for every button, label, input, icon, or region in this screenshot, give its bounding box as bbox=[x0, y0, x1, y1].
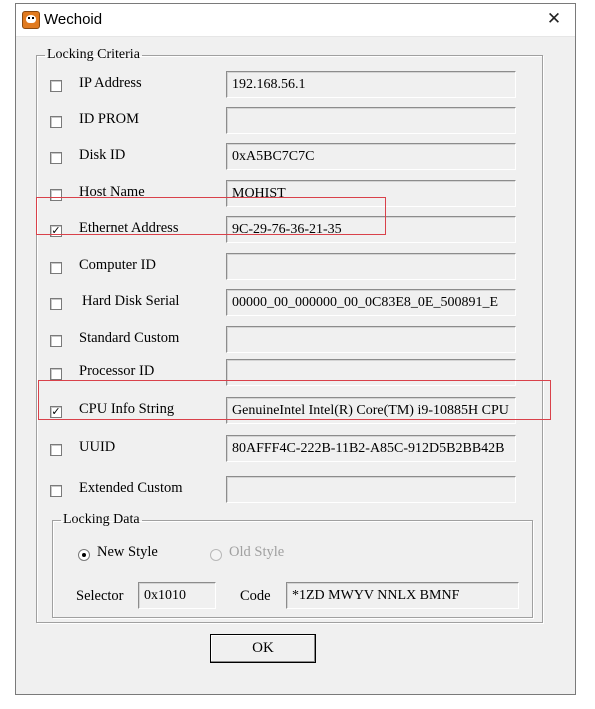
code-label: Code bbox=[240, 588, 271, 604]
new-style-label[interactable]: New Style bbox=[97, 544, 158, 560]
app-icon bbox=[22, 11, 40, 29]
disk-id-checkbox[interactable] bbox=[50, 152, 62, 164]
extended-custom-checkbox[interactable] bbox=[50, 485, 62, 497]
processor-id-label: Processor ID bbox=[79, 363, 155, 379]
ok-button[interactable]: OK bbox=[210, 634, 316, 663]
hard-disk-serial-checkbox[interactable] bbox=[50, 298, 62, 310]
close-icon[interactable]: ✕ bbox=[546, 9, 562, 29]
cpu-info-string-field[interactable]: GenuineIntel Intel(R) Core(TM) i9-10885H CPU bbox=[226, 397, 516, 424]
window-title: Wechoid bbox=[44, 11, 103, 28]
standard-custom-field[interactable] bbox=[226, 326, 516, 353]
ip-address-field[interactable]: 192.168.56.1 bbox=[226, 71, 516, 98]
computer-id-checkbox[interactable] bbox=[50, 262, 62, 274]
selector-field[interactable]: 0x1010 bbox=[138, 582, 216, 609]
extended-custom-field[interactable] bbox=[226, 476, 516, 503]
id-prom-checkbox[interactable] bbox=[50, 116, 62, 128]
standard-custom-checkbox[interactable] bbox=[50, 335, 62, 347]
disk-id-field[interactable]: 0xA5BC7C7C bbox=[226, 143, 516, 170]
old-style-label: Old Style bbox=[229, 544, 285, 560]
locking-data-group bbox=[52, 512, 533, 618]
title-bar bbox=[16, 4, 575, 37]
standard-custom-label: Standard Custom bbox=[79, 330, 180, 346]
ethernet-address-field[interactable]: 9C-29-76-36-21-35 bbox=[226, 216, 516, 243]
code-field[interactable]: *1ZD MWYV NNLX BMNF bbox=[286, 582, 519, 609]
uuid-label: UUID bbox=[79, 439, 116, 455]
hard-disk-serial-label: Hard Disk Serial bbox=[82, 293, 180, 309]
processor-id-field[interactable] bbox=[226, 359, 516, 386]
ethernet-address-label: Ethernet Address bbox=[79, 220, 179, 236]
host-name-field[interactable]: MOHIST bbox=[226, 180, 516, 207]
ethernet-address-checkbox[interactable]: ✓ bbox=[51, 224, 61, 237]
uuid-checkbox[interactable] bbox=[50, 444, 62, 456]
selector-label: Selector bbox=[76, 588, 124, 604]
extended-custom-label: Extended Custom bbox=[79, 480, 183, 496]
hard-disk-serial-field[interactable]: 00000_00_000000_00_0C83E8_0E_500891_E bbox=[226, 289, 516, 316]
locking-criteria-legend: Locking Criteria bbox=[47, 47, 140, 62]
computer-id-label: Computer ID bbox=[79, 257, 156, 273]
old-style-radio bbox=[210, 549, 222, 561]
disk-id-label: Disk ID bbox=[79, 147, 126, 163]
locking-data-legend: Locking Data bbox=[63, 512, 140, 527]
host-name-checkbox[interactable] bbox=[50, 189, 62, 201]
ip-address-label: IP Address bbox=[79, 75, 142, 91]
new-style-radio[interactable] bbox=[78, 549, 90, 561]
ip-address-checkbox[interactable] bbox=[50, 80, 62, 92]
id-prom-label: ID PROM bbox=[79, 111, 140, 127]
processor-id-checkbox[interactable] bbox=[50, 368, 62, 380]
uuid-field[interactable]: 80AFFF4C-222B-11B2-A85C-912D5B2BB42B bbox=[226, 435, 516, 462]
computer-id-field[interactable] bbox=[226, 253, 516, 280]
cpu-info-string-label: CPU Info String bbox=[79, 401, 175, 417]
cpu-info-string-checkbox[interactable]: ✓ bbox=[51, 405, 61, 418]
host-name-label: Host Name bbox=[79, 184, 145, 200]
id-prom-field[interactable] bbox=[226, 107, 516, 134]
